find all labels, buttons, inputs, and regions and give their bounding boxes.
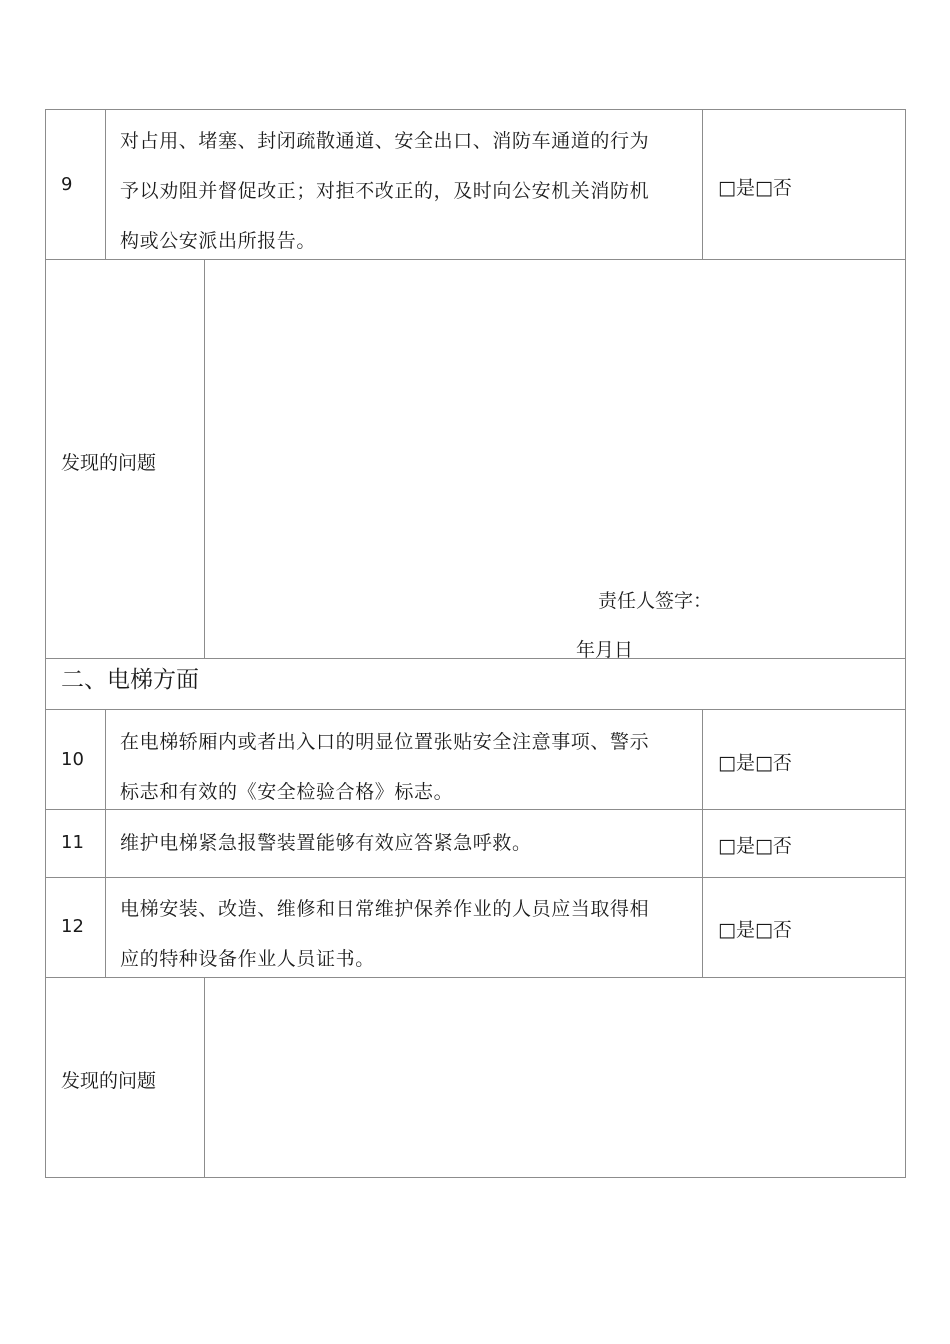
yes-no-checkbox[interactable]: □是□否 (718, 919, 792, 941)
item-text-line: 应的特种设备作业人员证书。 (120, 948, 375, 970)
item-number: 9 (61, 174, 73, 195)
yes-no-checkbox[interactable]: □是□否 (718, 835, 792, 857)
table-left-border (45, 109, 46, 1178)
yes-no-checkbox[interactable]: □是□否 (718, 752, 792, 774)
item-text-line: 予以劝阻并督促改正；对拒不改正的，及时向公安机关消防机 (120, 180, 650, 202)
col-divider-number (105, 709, 106, 977)
row-divider (45, 709, 906, 710)
item-text (120, 818, 532, 868)
item-text (120, 717, 649, 817)
item-text-line: 维护电梯紧急报警装置能够有效应答紧急呼救。 (120, 832, 532, 854)
item-number: 12 (61, 916, 84, 937)
problems-label: 发现的问题 (61, 1070, 157, 1092)
table-right-border (905, 109, 906, 1178)
table-top-border (45, 109, 906, 110)
item-text-line: 对占用、堵塞、封闭疏散通道、安全出口、消防车通道的行为 (120, 130, 650, 152)
item-text-line: 构或公安派出所报告。 (120, 230, 317, 252)
signature-label: 责任人签字： (598, 590, 713, 612)
col-divider-answer (702, 709, 703, 977)
col-divider-label (204, 259, 205, 658)
item-number: 10 (61, 749, 84, 770)
col-divider-label (204, 977, 205, 1177)
item-text (120, 884, 649, 984)
section-title: 二、电梯方面 (61, 667, 199, 693)
table-bottom-border (45, 1177, 906, 1178)
yes-no-checkbox[interactable]: □是□否 (718, 177, 792, 199)
item-text-line: 标志和有效的《安全检验合格》标志。 (120, 781, 454, 803)
date-label: 年月日 (576, 639, 634, 661)
col-divider-number (105, 109, 106, 259)
problems-label: 发现的问题 (61, 452, 157, 474)
item-text-line: 电梯安装、改造、维修和日常维护保养作业的人员应当取得相 (120, 898, 650, 920)
item-text-line: 在电梯轿厢内或者出入口的明显位置张贴安全注意事项、警示 (120, 731, 650, 753)
row-divider (45, 658, 906, 659)
col-divider-answer (702, 109, 703, 259)
row-divider (45, 877, 906, 878)
item-text (120, 116, 649, 266)
item-number: 11 (61, 832, 84, 853)
